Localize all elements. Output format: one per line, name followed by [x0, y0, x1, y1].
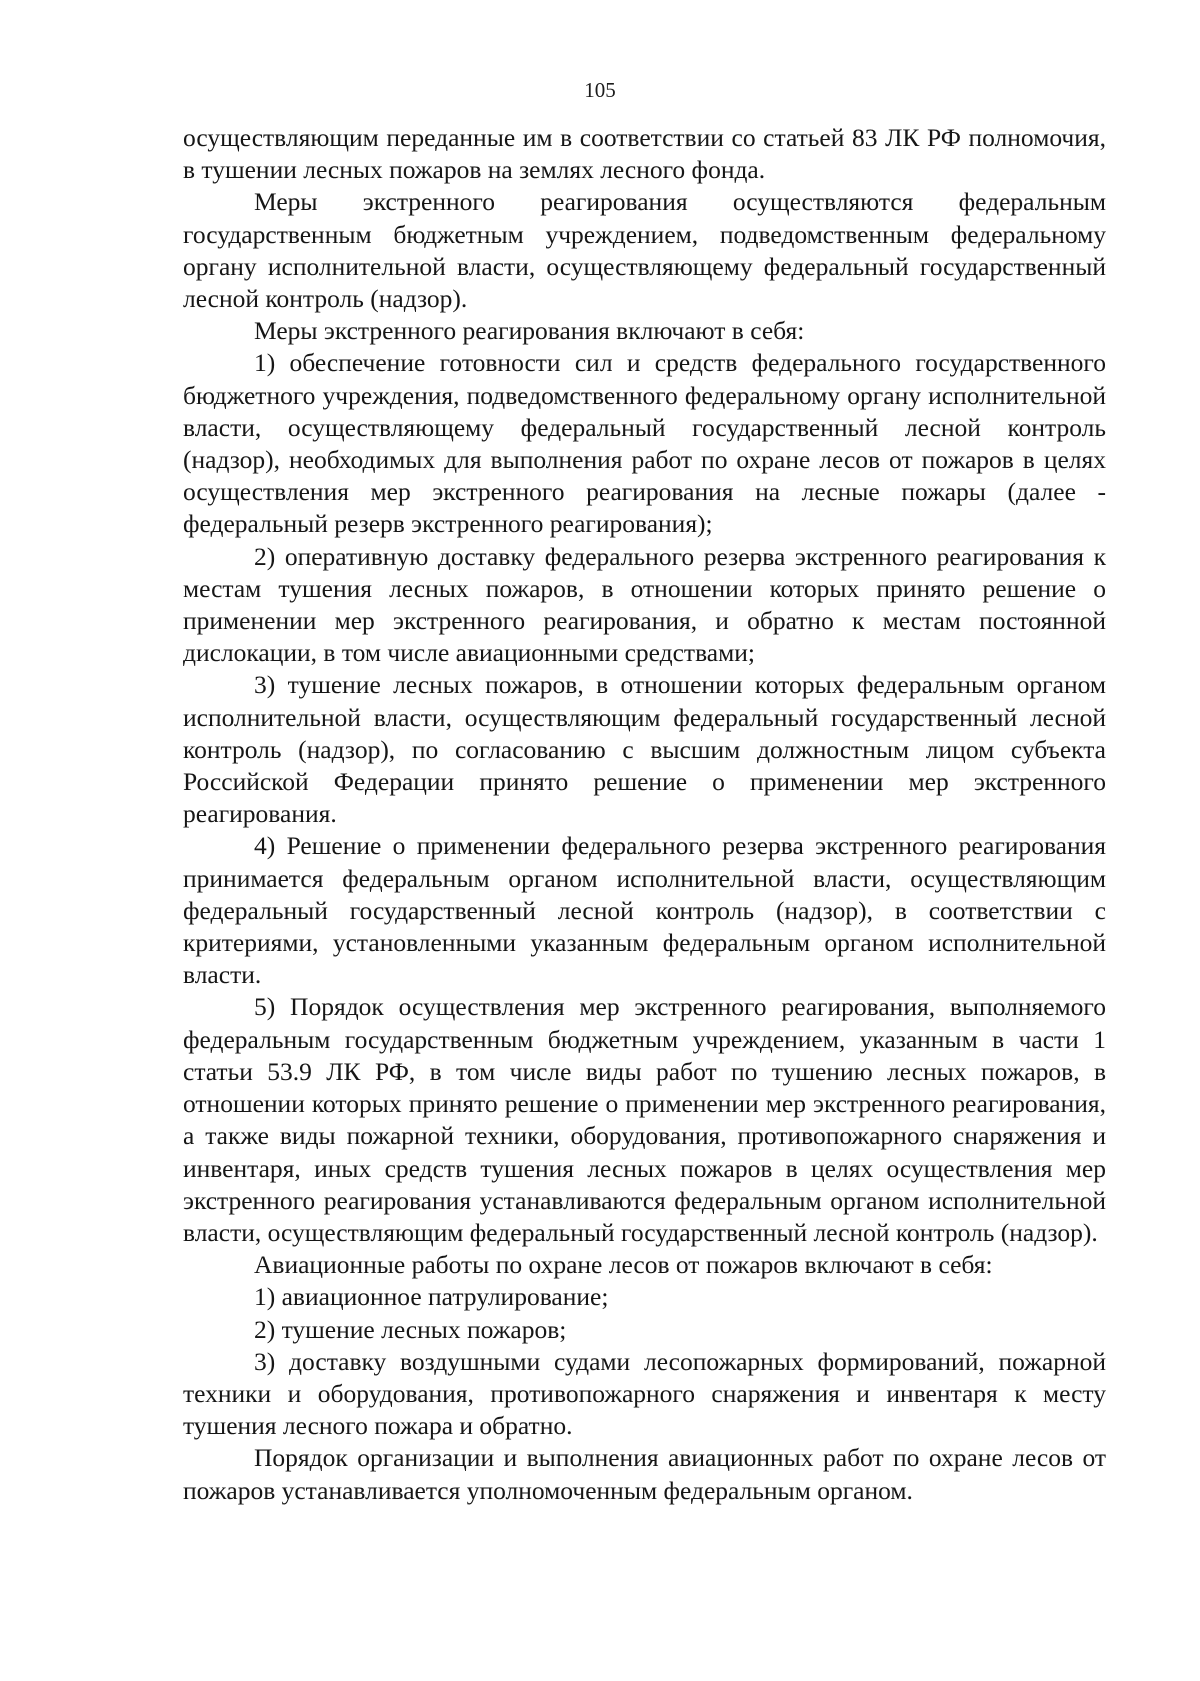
document-body — [183, 122, 1106, 1507]
list-item-1: 1) обеспечение готовности сил и средств федерального государственного бюджетного учреждения, подведомственного федеральному органу исполнительной власти, осуществляющему федеральный государственный лесной контроль (надзор), необходимых для выполнения работ по охране лесов от пожаров в целях осуществления мер экстренного реагирования на лесные пожары (далее - федеральный резерв экстренного реагирования); — [183, 348, 1106, 539]
page-number: 105 — [584, 78, 616, 102]
paragraph-emergency-measures: Меры экстренного реагирования осуществляются федеральным государственным бюджетным учреждением, подведомственным федеральному органу исполнительной власти, осуществляющему федеральный государственный лесной контроль (надзор). — [183, 187, 1106, 314]
paragraph-aviation-intro: Авиационные работы по охране лесов от пожаров включают в себя: — [254, 1250, 993, 1280]
aviation-item-1: 1) авиационное патрулирование; — [254, 1282, 609, 1312]
list-item-3: 3) тушение лесных пожаров, в отношении которых федеральным органом исполнительной власти, осуществляющим федеральный государственный лесной контроль (надзор), по согласованию с высшим должностным лицом субъекта Российской Федерации принято решение о применении мер экстренного реагирования. — [183, 670, 1106, 829]
paragraph-measures-intro: Меры экстренного реагирования включают в себя: — [254, 316, 805, 346]
aviation-item-2: 2) тушение лесных пожаров; — [254, 1314, 567, 1344]
list-item-4: 4) Решение о применении федерального резерва экстренного реагирования принимается федеральным органом исполнительной власти, осуществляющим федеральный государственный лесной контроль (надзор), в соответствии с критериями, установленными указанным федеральным органом исполнительной власти. — [183, 831, 1106, 990]
list-item-2: 2) оперативную доставку федерального резерва экстренного реагирования к местам тушения лесных пожаров, в отношении которых принято решение о применении мер экстренного реагирования, и обратно к местам постоянной дислокации, в том числе авиационными средствами; — [183, 541, 1106, 668]
paragraph-aviation-procedure: Порядок организации и выполнения авиационных работ по охране лесов от пожаров устанавливается уполномоченным федеральным органом. — [183, 1443, 1106, 1505]
aviation-item-3: 3) доставку воздушными судами лесопожарных формирований, пожарной техники и оборудования, противопожарного снаряжения и инвентаря к месту тушения лесного пожара и обратно. — [183, 1346, 1106, 1441]
list-item-5: 5) Порядок осуществления мер экстренного реагирования, выполняемого федеральным государственным бюджетным учреждением, указанным в части 1 статьи 53.9 ЛК РФ, в том числе виды работ по тушению лесных пожаров, в отношении которых принято решение о применении мер экстренного реагирования, а также виды пожарной техники, оборудования, противопожарного снаряжения и инвентаря, иных средств тушения лесных пожаров в целях осуществления мер экстренного реагирования устанавливаются федеральным органом исполнительной власти, осуществляющим федеральный государственный лесной контроль (надзор). — [183, 992, 1106, 1247]
paragraph-continuation: осуществляющим переданные им в соответствии со статьей 83 ЛК РФ полномочия, в тушении лесных пожаров на землях лесного фонда. — [183, 123, 1106, 185]
